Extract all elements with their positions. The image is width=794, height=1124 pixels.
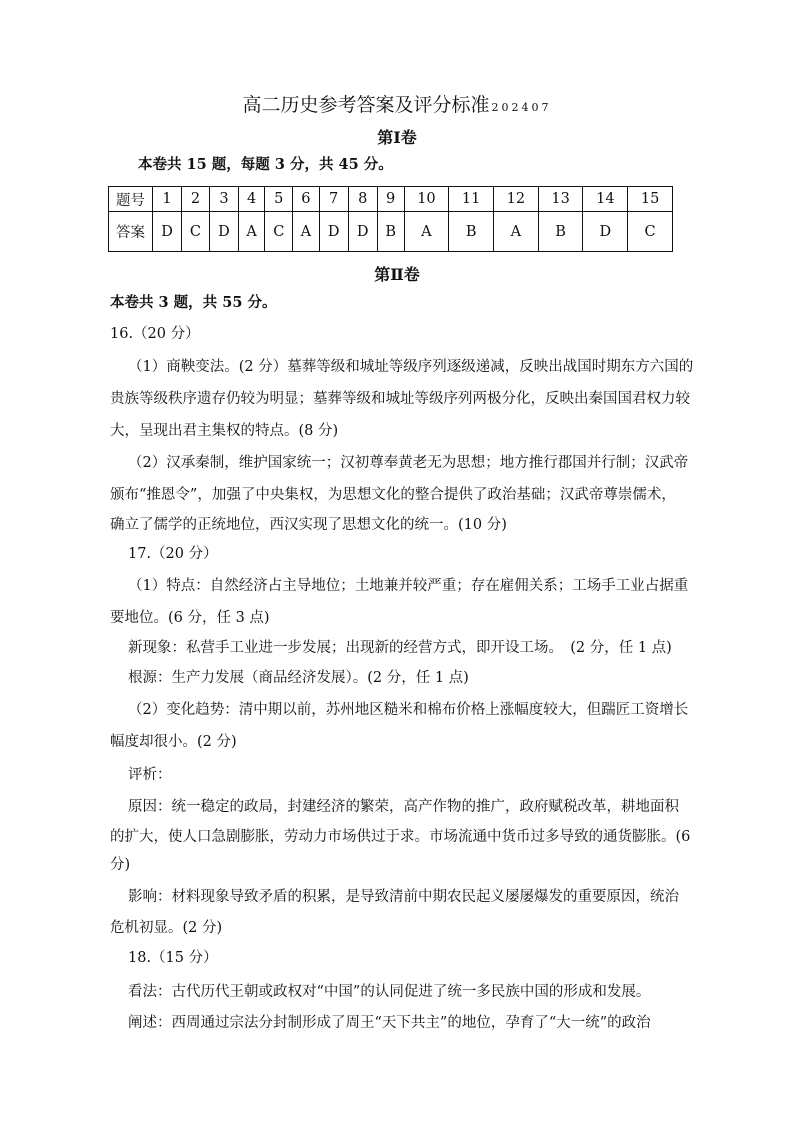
cell-answer: D (319, 212, 348, 252)
cell-number: 5 (265, 187, 293, 212)
q18-elaboration: 阐述：西周通过宗法分封制形成了周王“天下共主”的地位，孕育了“大一统”的政治 (128, 1015, 651, 1031)
q17-reason-line3: 分) (110, 857, 131, 873)
cell-answer: D (583, 212, 628, 252)
cell-answer: D (348, 212, 377, 252)
q17-reason-line1: 原因：统一稳定的政局，封建经济的繁荣，高产作物的推广，政府赋税改革，耕地面积 (128, 799, 679, 815)
q18-view: 看法：古代历代王朝或政权对“中国”的认同促进了统一多民族中国的形成和发展。 (128, 984, 651, 1000)
cell-number: 12 (494, 187, 539, 212)
question-number-row (109, 187, 673, 212)
cell-answer: D (209, 212, 238, 252)
cell-number: 10 (404, 187, 449, 212)
cell-number: 8 (348, 187, 377, 212)
cell-number: 15 (628, 187, 673, 212)
cell-answer: C (265, 212, 293, 252)
q18-heading: 18.（15 分） (128, 950, 218, 966)
part1-intro: 本卷共 15 题，每题 3 分，共 45 分。 (138, 156, 393, 173)
cell-number: 3 (209, 187, 238, 212)
cell-answer: A (494, 212, 539, 252)
cell-answer: A (238, 212, 264, 252)
part1-heading: 第Ⅰ卷 (377, 128, 417, 147)
cell-number: 11 (449, 187, 494, 212)
q17-impact-line2: 危机初显。(2 分) (110, 920, 223, 936)
answer-row (109, 212, 673, 252)
row-label-number: 题号 (109, 187, 153, 212)
cell-number: 6 (293, 187, 319, 212)
answer-table (108, 186, 673, 252)
q16-heading: 16.（20 分） (110, 326, 200, 342)
date-code: 202407 (491, 101, 552, 114)
part2-intro: 本卷共 3 题，共 55 分。 (110, 294, 277, 311)
q16-part2-line3: 确立了儒学的正统地位，西汉实现了思想文化的统一。(10 分) (110, 517, 507, 533)
cell-answer: B (449, 212, 494, 252)
cell-answer: A (404, 212, 449, 252)
q17-part2-line1: （2）变化趋势：清中期以前，苏州地区糙米和棉布价格上涨幅度较大，但踹匠工资增长 (128, 702, 689, 718)
part2-heading: 第Ⅱ卷 (374, 265, 420, 284)
cell-number: 4 (238, 187, 264, 212)
q17-root-cause: 根源：生产力发展（商品经济发展）。(2 分，任 1 点) (128, 670, 469, 686)
cell-number: 14 (583, 187, 628, 212)
cell-number: 9 (377, 187, 404, 212)
document-title (0, 90, 794, 117)
cell-answer: C (628, 212, 673, 252)
q17-part2-line2: 幅度却很小。(2 分) (110, 734, 237, 750)
cell-number: 13 (538, 187, 583, 212)
q16-part1-line2: 贵族等级秩序遗存仍较为明显；墓葬等级和城址等级序列两极分化，反映出秦国国君权力较 (110, 391, 690, 407)
cell-answer: A (293, 212, 319, 252)
q16-part2-line1: （2）汉承秦制，维护国家统一；汉初尊奉黄老无为思想；地方推行郡国并行制；汉武帝 (128, 455, 689, 471)
q17-heading: 17.（20 分） (128, 546, 218, 562)
cell-answer: B (538, 212, 583, 252)
cell-number: 7 (319, 187, 348, 212)
cell-number: 1 (153, 187, 182, 212)
q17-part1-line2: 要地位。(6 分，任 3 点) (110, 610, 270, 626)
q17-analysis-label: 评析： (128, 767, 172, 783)
cell-answer: C (182, 212, 210, 252)
q17-reason-line2: 的扩大，使人口急剧膨胀，劳动力市场供过于求。市场流通中货币过多导致的通货膨胀。(6 (110, 829, 691, 845)
q16-part1-line3: 大，呈现出君主集权的特点。(8 分) (110, 423, 339, 439)
q17-impact-line1: 影响：材料现象导致矛盾的积累，是导致清前中期农民起义屡屡爆发的重要原因，统治 (128, 889, 679, 905)
row-label-answer: 答案 (109, 212, 153, 252)
q17-new-phenomena: 新现象：私营手工业进一步发展；出现新的经营方式，即开设工场。 (2 分，任 1 点) (128, 640, 672, 656)
q16-part2-line2: 颁布“推恩令”，加强了中央集权，为思想文化的整合提供了政治基础；汉武帝尊崇儒术， (110, 487, 676, 503)
cell-answer: D (153, 212, 182, 252)
q16-part1-line1: （1）商鞅变法。(2 分）墓葬等级和城址等级序列逐级递减，反映出战国时期东方六国的 (128, 359, 694, 375)
q17-part1-line1: （1）特点：自然经济占主导地位；土地兼并较严重；存在雇佣关系；工场手工业占据重 (128, 578, 689, 594)
cell-answer: B (377, 212, 404, 252)
cell-number: 2 (182, 187, 210, 212)
title-text: 高二历史参考答案及评分标准 (242, 94, 490, 116)
